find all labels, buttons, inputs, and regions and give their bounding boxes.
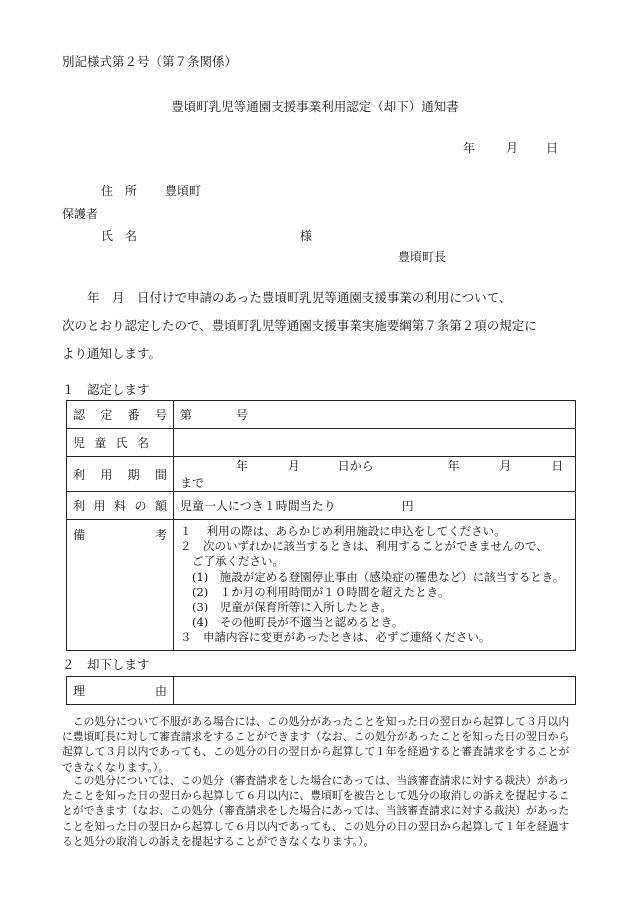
- approval-table: [66, 400, 576, 651]
- address-label: 住 所: [101, 184, 138, 198]
- date-year-label: 年: [463, 141, 476, 155]
- fee-text: 児童一人につき１時間当たり: [180, 499, 336, 513]
- date-day-label: 日: [546, 141, 559, 155]
- table-row: [67, 520, 576, 651]
- period-year1: 年: [236, 459, 249, 473]
- cert-number-label: [67, 401, 174, 429]
- cert-number-value: [174, 401, 576, 429]
- body-line: より通知します。: [62, 346, 162, 361]
- period-day2: 日まで: [180, 459, 564, 490]
- remark-line: (3) 児童が保育所等に入所したとき。: [192, 600, 392, 615]
- label-text: 認 定 番 号: [73, 408, 167, 422]
- name-label: 氏 名: [101, 229, 138, 243]
- remarks-label: 備 考: [67, 520, 174, 651]
- remark-line: ２ 次のいずれかに該当するときは、利用することができませんので、: [180, 539, 548, 554]
- date-month-label: 月: [506, 141, 519, 155]
- appeal-notice: この処分について不服がある場合には、この処分があったことを知った日の翌日から起算して３月以内に豊頃町長に対して審査請求をすることができます（なお、この処分があったことを知った日の翌日から起算して３月以内であっても、この処分の日の翌日から起算して１年を経過すると審査請求をすることができなくなります。）。: [62, 715, 570, 774]
- section2-heading: ２ 却下します: [62, 657, 150, 672]
- table-row: [67, 401, 576, 429]
- remark-line: ご了承ください。: [192, 554, 284, 569]
- address-value: 豊頃町: [165, 184, 202, 198]
- table-row: [67, 457, 576, 492]
- period-label: 利 用 期 間: [67, 457, 174, 492]
- remark-line: (1) 施設が定める登園停止事由（感染症の罹患など）に該当するとき。: [192, 569, 565, 584]
- period-value: [174, 457, 576, 492]
- body-line: 年 月 日付けで申請のあった豊頃町乳児等通園支援事業の利用について、: [62, 290, 512, 305]
- remarks-value: [174, 520, 576, 651]
- remark-line: (4) その他町長が不適当と認めるとき。: [192, 615, 404, 630]
- cert-number-suffix: 号: [235, 408, 248, 422]
- remark-line: ３ 申請内容に変更があったときは、必ずご連絡ください。: [180, 630, 491, 645]
- document-title: 豊頃町乳児等通園支援事業利用認定（却下）通知書: [171, 99, 459, 114]
- table-row: [67, 492, 576, 520]
- body-text: [62, 284, 574, 368]
- issuer: 豊頃町長: [398, 250, 447, 264]
- period-month1: 月: [287, 459, 300, 473]
- period-year2: 年: [447, 459, 460, 473]
- period-month2: 月: [499, 459, 512, 473]
- reason-label: 理 由: [67, 677, 174, 705]
- lawsuit-notice: この処分については、この処分（審査請求をした場合にあっては、当該審査請求に対する裁決）があったことを知った日の翌日から起算して６月以内に、豊頃町を被告として処分の取消しの訴えを提起することができます（なお、この処分（審査請求をした場合にあっては、当該審査請求に対する裁決）があったことを知った日の翌日から起算して６月以内であっても、この処分の日の翌日から起算して１年を経過すると処分の取消しの訴えを提起することができなくなります。）。: [62, 774, 570, 848]
- name-honorific: 様: [300, 229, 313, 243]
- section1-heading: １ 認定します: [62, 382, 150, 397]
- cert-number-prefix: 第: [180, 408, 193, 422]
- table-row: [67, 429, 576, 457]
- reason-value: [174, 677, 576, 705]
- table-row: [67, 677, 576, 705]
- fee-label: 利 用 料 の 額: [67, 492, 174, 520]
- child-name-label: 児 童 氏 名: [67, 429, 174, 457]
- fee-unit: 円: [401, 499, 414, 513]
- rejection-table: [66, 676, 576, 705]
- period-day1: 日から: [337, 459, 374, 473]
- form-number: 別記様式第２号（第７条関係）: [62, 54, 238, 69]
- remark-line: (2) １か月の利用時間が１０時間を超えたとき。: [192, 584, 450, 599]
- child-name-value: [174, 429, 576, 457]
- guardian-label: 保護者: [62, 207, 99, 221]
- fee-value: [174, 492, 576, 520]
- remark-line: １ 利用の際は、あらかじめ利用施設に申込をしてください。: [180, 524, 506, 538]
- body-line: 次のとおり認定したので、豊頃町乳児等通園支援事業実施要綱第７条第２項の規定に: [62, 318, 537, 333]
